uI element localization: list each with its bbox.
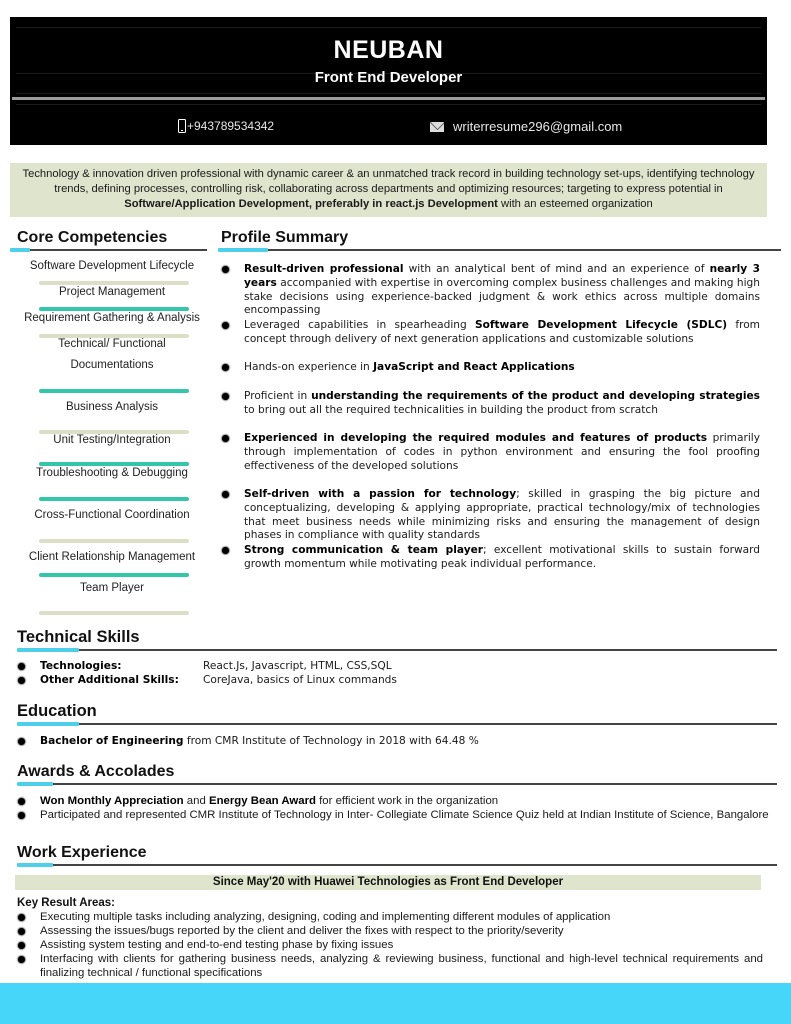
kra-item bbox=[18, 953, 763, 980]
bold-text: JavaScript and React Applications bbox=[373, 361, 575, 373]
competency-item: Project Management bbox=[58, 286, 166, 298]
bullet-icon bbox=[222, 393, 229, 400]
bold-text: Strong communication & team player bbox=[244, 544, 484, 556]
education-rule bbox=[17, 723, 777, 725]
text: from concept through delivery of next generation applications and customizable solutions bbox=[244, 319, 760, 345]
profile-summary-item bbox=[222, 263, 760, 318]
profile-summary-accent bbox=[218, 248, 268, 252]
bold-text: Self-driven with a passion for technology bbox=[244, 488, 517, 500]
email-contact bbox=[430, 119, 622, 134]
intro-summary bbox=[10, 163, 767, 217]
phone-number: +943789534342 bbox=[187, 119, 275, 133]
competency-item: Documentations bbox=[70, 359, 154, 371]
profile-summary-title: Profile Summary bbox=[221, 229, 349, 246]
intro-text: Technology & innovation driven professional with dynamic career & an unmatched track record in building technology set-ups, identifying technology trends, defining processes, controlling risk, collaborating across departments and optimizing resources; targeting to express potential in bbox=[22, 168, 755, 195]
education-title: Education bbox=[17, 702, 97, 720]
competency-divider bbox=[39, 497, 189, 501]
bullet-icon bbox=[18, 798, 25, 805]
competency-divider bbox=[39, 539, 189, 543]
intro-bold: Software/Application Development, preferably in react.js Development bbox=[124, 198, 498, 210]
work-experience-title: Work Experience bbox=[17, 844, 147, 861]
competency-item: Cross-Functional Coordination bbox=[34, 509, 190, 521]
bold-text: Energy Bean Award bbox=[208, 795, 316, 807]
bold-text: Experienced in developing the required modules and features of products bbox=[244, 432, 708, 444]
bold-text: Result-driven professional bbox=[244, 263, 404, 275]
text: and bbox=[183, 795, 209, 807]
competency-divider bbox=[39, 611, 189, 615]
awards-rule bbox=[17, 783, 777, 785]
profile-summary-item bbox=[222, 390, 760, 418]
profile-summary-item bbox=[222, 544, 760, 572]
education-accent bbox=[17, 722, 79, 726]
technical-skills-rule bbox=[17, 649, 777, 651]
competency-divider bbox=[39, 573, 189, 577]
envelope-icon bbox=[430, 122, 444, 132]
competency-item: Unit Testing/Integration bbox=[53, 434, 171, 446]
profile-summary-item bbox=[222, 361, 760, 375]
competency-item: Troubleshooting & Debugging bbox=[36, 467, 188, 479]
core-competencies-title: Core Competencies bbox=[17, 229, 168, 246]
text: Hands-on experience in bbox=[244, 361, 374, 373]
profile-summary-item bbox=[222, 432, 760, 473]
text: Participated and represented CMR Institute of Technology in Inter- Collegiate Climate Science Quiz held at Indian Institute of Science, Bangalore bbox=[40, 809, 769, 821]
bullet-icon bbox=[222, 364, 229, 371]
competency-divider bbox=[39, 389, 189, 393]
text: Proficient in bbox=[244, 390, 312, 402]
bullet-icon bbox=[18, 956, 25, 963]
candidate-role: Front End Developer bbox=[314, 69, 463, 86]
competency-item: Team Player bbox=[80, 582, 144, 594]
intro-text-end: with an esteemed organization bbox=[497, 198, 653, 210]
competency-divider bbox=[39, 281, 189, 285]
competency-divider bbox=[39, 334, 189, 338]
core-competencies-accent bbox=[10, 248, 30, 252]
header-rule bbox=[16, 93, 761, 94]
text: Assisting system testing and end-to-end testing phase by fixing issues bbox=[40, 939, 394, 951]
education-item bbox=[18, 735, 718, 749]
kra-item bbox=[18, 925, 763, 939]
competency-item: Technical/ Functional bbox=[58, 338, 166, 350]
degree: Bachelor of Engineering bbox=[40, 735, 184, 747]
text: ; skilled in grasping the big picture and conceptualizing, developing & applying appropriate, practical technology/mix of technologies that meet business needs while minimizing risks and ensuring the management of design phases in compliance with quality standards bbox=[244, 488, 760, 542]
bullet-icon bbox=[222, 491, 229, 498]
bullet-icon bbox=[18, 677, 25, 684]
skill-row bbox=[18, 674, 618, 688]
mobile-phone-icon bbox=[178, 119, 186, 133]
header-separator bbox=[12, 97, 765, 100]
profile-summary-rule bbox=[221, 249, 781, 251]
awards-title: Awards & Accolades bbox=[17, 763, 175, 780]
core-competencies-rule bbox=[17, 249, 207, 251]
technical-skills-accent bbox=[17, 648, 79, 652]
competency-item: Business Analysis bbox=[65, 401, 159, 413]
skill-label: Technologies: bbox=[40, 660, 122, 672]
bullet-icon bbox=[18, 914, 25, 921]
skill-label: Other Additional Skills: bbox=[40, 674, 179, 686]
competency-divider bbox=[39, 307, 189, 311]
bullet-icon bbox=[18, 663, 25, 670]
bullet-icon bbox=[222, 322, 229, 329]
competency-item: Software Development Lifecycle bbox=[29, 260, 195, 272]
profile-summary-item bbox=[222, 488, 760, 543]
text: for efficient work in the organization bbox=[315, 795, 499, 807]
header-rule bbox=[16, 27, 761, 28]
profile-summary-item bbox=[222, 319, 760, 347]
bullet-icon bbox=[18, 812, 25, 819]
text: to bring out all the required technicalities in building the product from scratch bbox=[244, 403, 658, 416]
competency-item: Requirement Gathering & Analysis bbox=[24, 312, 200, 324]
awards-accent bbox=[17, 782, 53, 786]
bullet-icon bbox=[18, 928, 25, 935]
competency-divider bbox=[39, 462, 189, 466]
skill-row bbox=[18, 660, 618, 674]
text: with an analytical bent of mind and an experience of bbox=[403, 263, 710, 275]
bullet-icon bbox=[222, 547, 229, 554]
skill-value: React.Js, Javascript, HTML, CSS,SQL bbox=[203, 660, 392, 672]
work-experience-accent bbox=[17, 863, 53, 867]
skill-value: CoreJava, basics of Linux commands bbox=[203, 674, 397, 686]
key-result-areas-label: Key Result Areas: bbox=[17, 897, 116, 909]
bullet-icon bbox=[222, 266, 229, 273]
award-item bbox=[18, 795, 778, 809]
competency-divider bbox=[39, 430, 189, 434]
kra-item bbox=[18, 939, 763, 953]
text: Interfacing with clients for gathering business needs, analyzing & reviewing business, functional and high-level technical requirements and finalizing technical / functional specifications bbox=[40, 953, 763, 979]
resume-header bbox=[10, 17, 767, 145]
bold-text: Software Development Lifecycle (SDLC) bbox=[474, 319, 728, 331]
text: Leveraged capabilities in spearheading bbox=[244, 319, 475, 331]
job-heading: Since May'20 with Huawei Technologies as Front End Developer bbox=[15, 875, 761, 890]
bold-text: understanding the requirements of the product and developing strategies bbox=[311, 390, 760, 402]
candidate-name: NEUBAN bbox=[333, 36, 444, 64]
text: Executing multiple tasks including analyzing, designing, coding and implementing different modules of application bbox=[40, 911, 611, 923]
technical-skills-title: Technical Skills bbox=[17, 628, 140, 646]
text: accompanied with expertise in overcoming complex business challenges and making high stake decisions using experience-backed judgment & work ethics across multiple domains encompassing bbox=[244, 276, 760, 317]
bullet-icon bbox=[18, 738, 25, 745]
award-item bbox=[18, 809, 788, 823]
education-detail: from CMR Institute of Technology in 2018 with 64.48 % bbox=[183, 735, 479, 747]
footer-band bbox=[0, 983, 791, 1024]
phone-contact bbox=[178, 119, 274, 133]
competency-item: Client Relationship Management bbox=[28, 551, 196, 563]
header-rule bbox=[16, 104, 761, 105]
work-experience-rule bbox=[17, 864, 777, 866]
text: ; excellent motivational skills to sustain forward growth momentum while motivating peak individual performance. bbox=[244, 544, 761, 570]
text: primarily through implementation of codes in python environment and ensuring the fool proofing effectiveness of the developed solutions bbox=[244, 432, 760, 472]
bold-text: Won Monthly Appreciation bbox=[40, 795, 184, 807]
email-address: writerresume296@gmail.com bbox=[453, 119, 623, 134]
bullet-icon bbox=[18, 942, 25, 949]
bold-text: nearly 3 years bbox=[244, 263, 761, 289]
kra-item bbox=[18, 911, 763, 925]
bullet-icon bbox=[222, 435, 229, 442]
text: Assessing the issues/bugs reported by the client and deliver the fixes with respect to the priority/severity bbox=[40, 925, 564, 937]
